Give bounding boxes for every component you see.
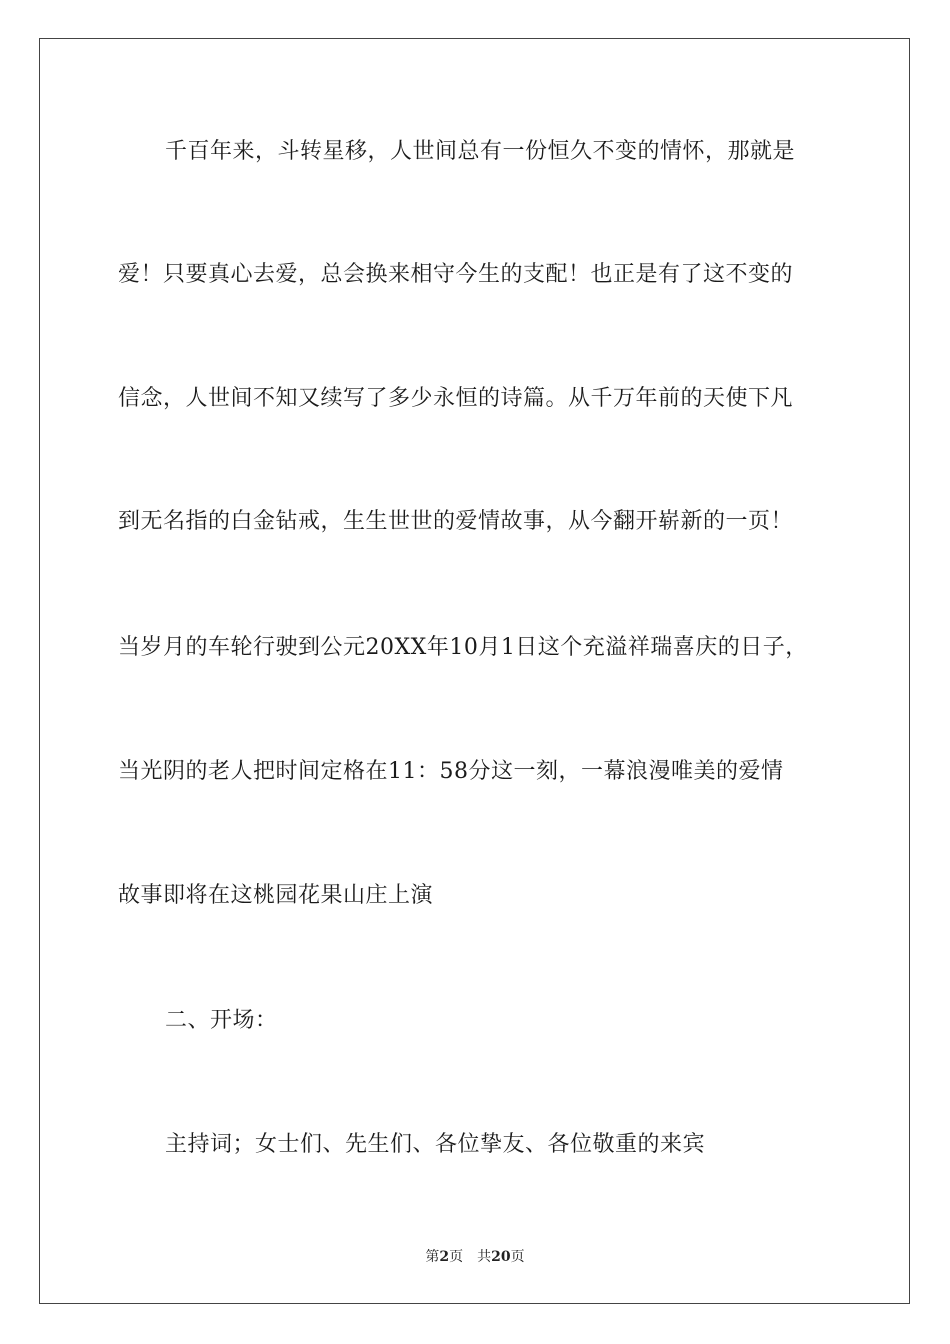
- footer-page-suffix: 页: [449, 1249, 464, 1265]
- text-line-1: 千百年来，斗转星移，人世间总有一份恒久不变的情怀，那就是: [165, 139, 796, 164]
- text-line-4: 到无名指的白金钻戒，生生世世的爱情故事，从今翻开崭新的一页！: [118, 509, 794, 534]
- footer-page-number: 2: [439, 1249, 450, 1265]
- section-heading-opening: 二、开场：: [165, 1008, 278, 1033]
- text-line-6: 当光阴的老人把时间定格在11：58分这一刻，一幕浪漫唯美的爱情: [118, 759, 784, 784]
- text-line-3: 信念，人世间不知又续写了多少永恒的诗篇。从千万年前的天使下凡: [118, 386, 794, 411]
- page-frame: [39, 38, 910, 1304]
- footer-total-suffix: 页: [510, 1249, 525, 1265]
- text-line-2: 爱！只要真心去爱，总会换来相守今生的支配！也正是有了这不变的: [118, 262, 794, 287]
- footer-total-prefix: 共: [477, 1249, 492, 1265]
- footer-page-prefix: 第: [425, 1249, 440, 1265]
- text-line-host: 主持词；女士们、先生们、各位挚友、各位敬重的来宾: [165, 1132, 706, 1157]
- footer-total-pages: 20: [491, 1249, 511, 1265]
- page-footer: [0, 1248, 950, 1266]
- text-line-5: 当岁月的车轮行驶到公元20XX年10月1日这个充溢祥瑞喜庆的日子，: [118, 635, 808, 660]
- text-line-7: 故事即将在这桃园花果山庄上演: [118, 883, 434, 908]
